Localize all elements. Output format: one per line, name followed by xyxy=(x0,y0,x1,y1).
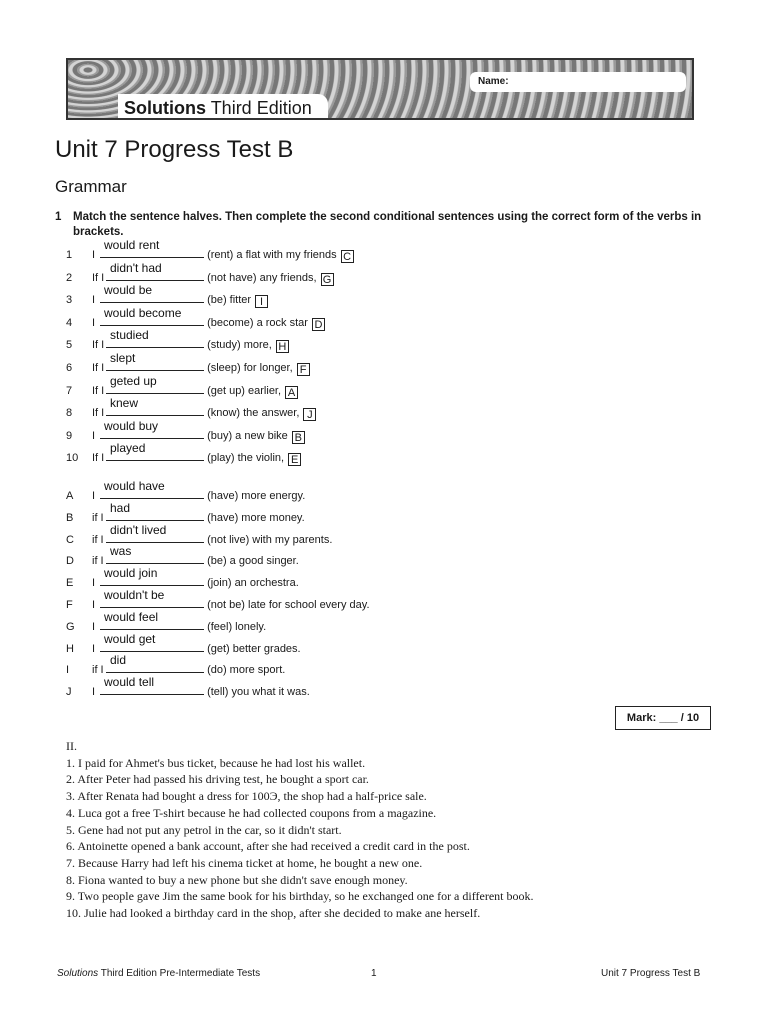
answer-blank[interactable] xyxy=(100,238,204,258)
answer-line: 6. Antoinette opened a bank account, after she had received a credit card in the post. xyxy=(66,839,470,854)
name-field[interactable]: Name: xyxy=(470,72,686,92)
answer-text: would become xyxy=(104,305,182,320)
mark-box: Mark: ___ / 10 xyxy=(615,706,711,730)
sentence-row xyxy=(66,441,301,468)
answer-text: slept xyxy=(110,351,136,365)
sentence-row xyxy=(66,418,305,446)
answer-text: was xyxy=(110,544,132,559)
item-text: (not live) with my parents. xyxy=(207,533,333,546)
answer-line: 8. Fiona wanted to buy a new phone but she didn't save enough money. xyxy=(66,872,408,887)
item-number: 6 xyxy=(66,362,73,374)
item-number: J xyxy=(66,686,72,699)
sentence-row xyxy=(66,373,298,401)
answer-blank[interactable] xyxy=(106,544,204,564)
answer-text: had xyxy=(110,500,131,515)
answer-line: 3. After Renata had bought a dress for 100Э, the shop had a half-price sale. xyxy=(66,789,427,804)
answer-blank[interactable] xyxy=(100,418,204,439)
item-text: (get) better grades. xyxy=(207,642,301,655)
item-lead: if I xyxy=(92,511,104,524)
match-box[interactable]: E xyxy=(288,453,301,466)
item-lead: If I xyxy=(92,384,105,397)
item-lead: I xyxy=(92,620,96,633)
item-number: 5 xyxy=(66,339,73,352)
answer-text: played xyxy=(110,441,146,456)
answer-text: wouldn't be xyxy=(104,588,165,602)
sentence-row xyxy=(66,328,289,355)
answer-line: 2. After Peter had passed his driving test, he bought a sport car. xyxy=(66,772,369,787)
item-text: (do) more sport. xyxy=(207,664,286,677)
match-box[interactable]: C xyxy=(341,250,354,263)
part-two xyxy=(66,738,533,922)
half-row xyxy=(66,609,267,637)
item-number: C xyxy=(66,533,74,546)
answer-text: would tell xyxy=(104,675,155,690)
match-box[interactable]: A xyxy=(285,386,298,399)
answer-line: 7. Because Harry had left his cinema ticket at home, he bought a new one. xyxy=(66,855,423,870)
answer-text: would have xyxy=(104,479,165,493)
half-row xyxy=(66,500,305,528)
item-text: (be) fitter xyxy=(207,294,252,307)
item-lead: If I xyxy=(92,452,105,465)
answer-text: did xyxy=(110,653,127,668)
item-lead: If I xyxy=(92,339,105,352)
exercise-instruction: 1 Match the sentence halves. Then complete the second conditional sentences using the correct form of the verbs in brackets. xyxy=(55,211,702,238)
answer-text: didn't had xyxy=(110,260,162,275)
answer-text: would join xyxy=(104,566,158,581)
answer-blank[interactable] xyxy=(100,588,204,608)
half-row xyxy=(66,479,306,506)
sentence-row xyxy=(66,351,310,378)
item-text: (study) more, xyxy=(207,339,272,352)
item-text: (buy) a new bike xyxy=(207,429,288,442)
item-lead: if I xyxy=(92,664,104,677)
item-lead: I xyxy=(92,294,96,307)
section-heading: Grammar xyxy=(55,177,127,196)
item-text: (not be) late for school every day. xyxy=(207,599,370,611)
answer-blank[interactable] xyxy=(100,609,204,630)
half-row xyxy=(66,544,299,571)
item-text: (know) the answer, xyxy=(207,407,300,420)
item-number: 7 xyxy=(66,384,73,397)
item-number: 10 xyxy=(66,452,79,465)
answer-text: studied xyxy=(110,328,149,343)
footer-page-number: 1 xyxy=(371,968,377,979)
item-text: (join) an orchestra. xyxy=(207,577,299,590)
match-box[interactable]: D xyxy=(312,318,325,331)
part-two-heading: II. xyxy=(66,739,77,753)
half-row xyxy=(66,522,333,550)
header-banner xyxy=(66,58,694,120)
answer-blank[interactable] xyxy=(106,328,204,348)
item-lead: I xyxy=(92,686,96,699)
item-number: I xyxy=(66,664,70,677)
item-lead: I xyxy=(92,599,96,611)
item-lead: If I xyxy=(92,407,105,420)
footer-left: Solutions Third Edition Pre-Intermediate Tests xyxy=(57,968,261,979)
answer-blank[interactable] xyxy=(100,631,204,652)
answer-text: would be xyxy=(104,283,153,298)
item-lead: I xyxy=(92,316,96,329)
item-text: (get up) earlier, xyxy=(207,384,282,397)
item-number: 4 xyxy=(66,316,73,329)
answer-blank[interactable] xyxy=(106,373,204,394)
item-number: 3 xyxy=(66,294,73,307)
item-number: 9 xyxy=(66,429,73,442)
answer-blank[interactable] xyxy=(106,396,204,416)
answer-line: 4. Luca got a free T-shirt because he had collected coupons from a magazine. xyxy=(66,805,437,820)
answer-line: 5. Gene had not put any petrol in the car, so it didn't start. xyxy=(66,822,342,837)
answer-text: didn't lived xyxy=(110,522,167,537)
item-text: (not have) any friends, xyxy=(207,271,317,284)
brand-logo: Solutions Third Edition xyxy=(124,98,312,118)
item-text: (rent) a flat with my friends xyxy=(207,249,337,261)
item-text: (have) more energy. xyxy=(207,490,306,502)
item-lead: If I xyxy=(92,362,105,374)
item-number: B xyxy=(66,511,74,524)
answer-blank[interactable] xyxy=(106,260,204,281)
answer-blank[interactable] xyxy=(100,305,204,326)
answer-blank[interactable] xyxy=(106,441,204,461)
answer-text: would feel xyxy=(104,609,159,624)
match-box[interactable]: I xyxy=(255,295,268,308)
answer-blank[interactable] xyxy=(106,653,204,673)
item-number: 1 xyxy=(66,249,73,261)
answer-line: 9. Two people gave Jim the same book for his birthday, so he exchanged one for a different book. xyxy=(66,889,534,904)
answer-text: would get xyxy=(104,631,156,646)
answer-blank[interactable] xyxy=(106,500,204,521)
item-lead: I xyxy=(92,642,96,655)
sentence-row xyxy=(66,305,325,333)
item-text: (be) a good singer. xyxy=(207,555,299,568)
item-lead: I xyxy=(92,490,96,502)
answer-blank[interactable] xyxy=(106,522,204,543)
item-lead: if I xyxy=(92,533,104,546)
item-text: (have) more money. xyxy=(207,511,305,524)
answer-text: would buy xyxy=(104,418,159,433)
answer-blank[interactable] xyxy=(100,479,204,499)
half-row xyxy=(66,566,299,593)
item-text: (become) a rock star xyxy=(207,316,308,329)
answer-text: geted up xyxy=(110,373,157,388)
item-lead: I xyxy=(92,577,96,590)
item-number: D xyxy=(66,555,74,568)
item-number: H xyxy=(66,642,74,655)
item-text: (feel) lonely. xyxy=(207,620,267,633)
item-number: G xyxy=(66,620,75,633)
half-row xyxy=(66,653,286,680)
item-text: (sleep) for longer, xyxy=(207,362,293,374)
item-number: F xyxy=(66,599,73,611)
item-number: A xyxy=(66,490,74,502)
answer-blank[interactable] xyxy=(106,351,204,371)
half-row xyxy=(66,631,301,659)
half-row xyxy=(66,675,310,702)
answer-line: 1. I paid for Ahmet's bus ticket, because he had lost his wallet. xyxy=(66,755,366,770)
answer-text: knew xyxy=(110,396,139,411)
answer-line: 10. Julie had looked a birthday card in the shop, after she decided to make ane herself. xyxy=(66,906,481,921)
item-lead: If I xyxy=(92,271,105,284)
item-lead: I xyxy=(92,249,96,261)
item-text: (tell) you what it was. xyxy=(207,686,310,699)
item-text: (play) the violin, xyxy=(207,452,285,465)
item-lead: I xyxy=(92,429,96,442)
item-number: 8 xyxy=(66,407,73,420)
match-box[interactable]: G xyxy=(321,273,334,286)
item-number: E xyxy=(66,577,74,590)
answer-blank[interactable] xyxy=(100,566,204,586)
footer-right: Unit 7 Progress Test B xyxy=(601,968,701,979)
answer-blank[interactable] xyxy=(100,283,204,303)
match-box[interactable]: B xyxy=(292,431,305,444)
item-lead: if I xyxy=(92,555,104,568)
answer-blank[interactable] xyxy=(100,675,204,695)
match-box[interactable]: F xyxy=(297,363,310,376)
page-title: Unit 7 Progress Test B xyxy=(55,136,294,163)
match-box[interactable]: J xyxy=(303,408,316,421)
answer-text: would rent xyxy=(104,238,160,252)
match-box[interactable]: H xyxy=(276,340,289,353)
item-number: 2 xyxy=(66,271,73,284)
